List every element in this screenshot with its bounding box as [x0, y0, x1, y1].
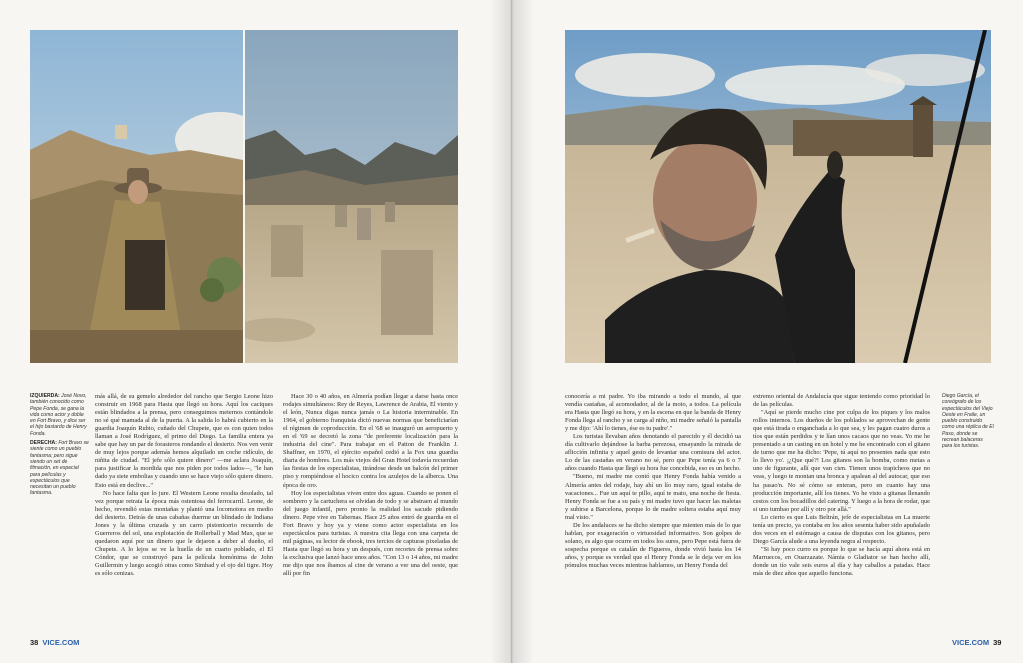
left-page-column-1 [95, 393, 273, 629]
left-folio [30, 638, 83, 647]
paragraph: "Bueno, mi madre me contó que Henry Fonda había venido a Almería antes del rodaje, hay ahí un lío muy raro, igual estaba de vacaciones... Fue un aquí te pillo, aquí te mato, una noche de fiesta. Henry Fonda se fue a su país y mi madre tuvo que hacer las maletas y subirse a Barcelona, porque lo de madre soltera estaba aquí muy mal visto." [565, 473, 741, 521]
paragraph: más allá, de su gemelo alrededor del rancho que Sergio Leone hizo construir en 1968 para Hasta que llegó su hora. Aquí los caciques están blindados a la prensa, pero conseguimos meternos contándole no sé qué mamada al de la puerta. A la salida lo habrá cubierto en la guardia Joaquín Rubio, cuñado del Chupete, que es con quien todos llaman a José Rodríguez, el primo del Diego. La familia entera ya sabe que hay un par de forasteros rondando el desierto. Nos ven venir de muy lejos porque además hemos alquilado un coche ridículo, de niñita de ciudad. "El jefe sólo quiere dinero" —me aclara Joaquín, para justificar la mordida que nos piden por todos lados—, "le han dado ya siete embolias y cuando uno se hace viejo sólo quiere dinero. Esto está en declive..." [95, 393, 273, 489]
right-page-column-1 [565, 393, 741, 629]
paragraph: extremo oriental de Andalucía que sigue teniendo como prioridad lo de las películas. [753, 393, 930, 409]
paragraph: "Si hay poco curro es porque lo que se hacía aquí ahora está en Marruecos, en Ouarzazate. Námia o Gladiator se han hecho allí, donde un tío vale seis euros al día y hay caballos a patadas. Hace más de diez años que aquello funciona. [753, 545, 930, 578]
paragraph: No hace falta que lo jure. El Western Leone resulta desolado, tal vez porque retrata la época más ostentosa del ferrocarril. Leone, de hecho, revendió estas montañas y plantó una locomotora en medio del desierto. Detrás de unas cabañas duerme un blindado de Indiana Jones y la última cruzada y un carro pistonicerio recuerdo de Guerreros del sol, una explotación de Rollerball y Mad Max, que se quedaron aquí por un dinero que le dejaron a deber al dueño, el Chupete. A lo lejos se ve la huella de un cuarto poblado, el El Cóndor, que se construyó para la película homónima de John Guillermin y luego acogió otras como Simbad y el ojo del tigre. Hoy es sólo cenizas. [95, 489, 273, 578]
photo-ghost-town-graves [245, 30, 458, 363]
right-caption [942, 393, 994, 453]
caption-left-label: IZQUIERDA: [30, 393, 60, 399]
caption-right-text: Fort Bravo se siente como un pueblo fantasma; pero sigue siendo un set de filmación, en especial para películas y espectáculos que necesitan un pueblo fantasma. [30, 440, 89, 497]
paragraph: De los andaluces se ha dicho siempre que mienten más de lo que hablan, por exageración o virtuosidad informativo. Son golpes de solano, es algo que ocurre en todos los sures, pero Pepe está fuera de sospecha porque es catalán de Figueres, donde vivió hasta los 14 años, y porque es verdad que el Henry Fonda se le deja ver en los pómulos muchas veces mientras hablamos, un Henry Fonda del [565, 521, 741, 569]
paragraph: Hace 30 o 40 años, en Almería podían llegar a darse hasta once rodajes simultáneos: Rey de Reyes, Lawrence de Arabia, El viento y el león, Nunca digas nunca jamás o La historia interminable. En 1964, el gobierno franquista dictó nuevas normas que beneficiarían el régimen de coproducción. En el '68 se inauguró un aeropuerto y en el '69 se decretó la zona "de preferente localización para la industria del cine". Para trabajar en el Patton de Franklin J. Shaffner, en 1970, el ejército español cedió a la Fox una guardia diaria de hombres. Los más viejos del Gran Hotel todavía recuerdan las fiestas de los especialistas, tirándose desde un balcón del primer piso y rompiéndose el hocico contra los azulejos de la alberca. Una época de oro. [283, 393, 458, 489]
caption-right-label: DERECHA: [30, 440, 57, 447]
photo-man-smoking-wagon [565, 30, 991, 363]
left-captions [30, 393, 90, 500]
paragraph: Lo cierto es que Luis Beltrán, jefe de especialistas en La muerte tenía un precio, ya contaba en los años sesenta haber sido apuñalado dos veces en el estómago a causa de disputas con los gitanos, pero Diego García alude a una leyenda negra al respecto. [753, 513, 930, 545]
left-page [0, 0, 511, 663]
photo-cowboy-desert [30, 30, 243, 363]
paragraph: Los turistas llevaban años denotando el parecido y él decidió ua día cultivarlo dejándose la barba perezosa, ensayando la mirada de aflicción infinita y aquel gesto de levantar una comisura del actor. Lo de las castañas en verano no sé, pero que Pepe tenía ya 6 o 7 años cuando Hasta que llegó su hora fue concebida, eso es un hecho. [565, 433, 741, 473]
caption-text: Diego García, el coreógrafo de los espectáculos del Viejo Oeste en Fraile, un pueblo construido como una réplica de El Paso, donde se recrean balaceras para los turistas. [942, 393, 994, 450]
paragraph: Hoy los especialistas viven entre dos aguas. Cuando se ponen el sombrero y la cartuchera se olvidan de todo y se abstraen al mundo del juego infantil, pero pronto la realidad los sacude pidiendo dinero. Pepe vive en Tabernas. Hace 25 años entró de guardia en el Fort Bravo y hoy ya y viene como actor especialista en los espectáculos para turistas. A nuestra cita llega con una carpeta de mil páginas, su lector de ebook, tres tercios de capturas pixeladas de Hasta que llegó su hora y un después, con recortes de prensa sobre la exclusiva que lanzó hace unos años. "Con 13 o 14 años, mi madre me dijo que nos íbamos al cine de verano a ver una del oeste, que allí por fin [283, 489, 458, 578]
page-number: 39 [993, 638, 1002, 647]
page-gutter-shadow [490, 0, 534, 663]
left-page-column-2 [283, 393, 458, 629]
page-number: 38 [30, 638, 39, 647]
right-page [512, 0, 1023, 663]
paragraph: conocería a mi padre. Yo iba mirando a todo el mundo, al que vendía castañas, al acomodador, al de la moto, a todos. La película era Hasta que llegó su hora, y en la escena en que la banda de Henry Fonda llega al rancho y se carga al niño, mi madre señaló la pantalla y me dijo: 'Ahí lo tienes, ése es tu padre'." [565, 393, 741, 433]
site-name: VICE.COM [952, 638, 990, 647]
paragraph: "Aquí se pierde mucho cine por culpa de los piques y los malos rollos internos. Los dueños de los poblados se aprovechan de gente que está tirada o enganchada a lo que sea, y les pagan cuatro duros a tíos que están perdidos y te lían unos cacaos que no veas. Yo me he presentado a un casting en un hotel y me he encontrado con el gitano de turno que me ha dicho: 'Pepe, tú aquí no presentes nada que esto lo llevo yo'. ¡¿Que qué?! Los gitanos son la bomba, como metas a uno de figurante, allí que van cien. Tienen unos trapicheos que no veas, y luego te montan una bronca y apalean al del autocar, que eso ha pasao'n. No sé cómo se enteran, pero en cuanto hay una producción importante, allí los tienes. Yo he visto a gitanas llenando cestos con los bocadillos del catering. Y luego a la hora de rodar, que si uno tumbao por allí y otro por allá." [753, 409, 930, 513]
caption-left-text: José Novo, también conocido como Pepe Fonda, se gana la vida como actor y doble en Fort Bravo, y dice ser el hijo bastardo de Henry Fonda. [30, 393, 87, 437]
site-name: VICE.COM [42, 638, 80, 647]
right-folio [948, 638, 1001, 647]
right-page-column-2 [753, 393, 930, 629]
